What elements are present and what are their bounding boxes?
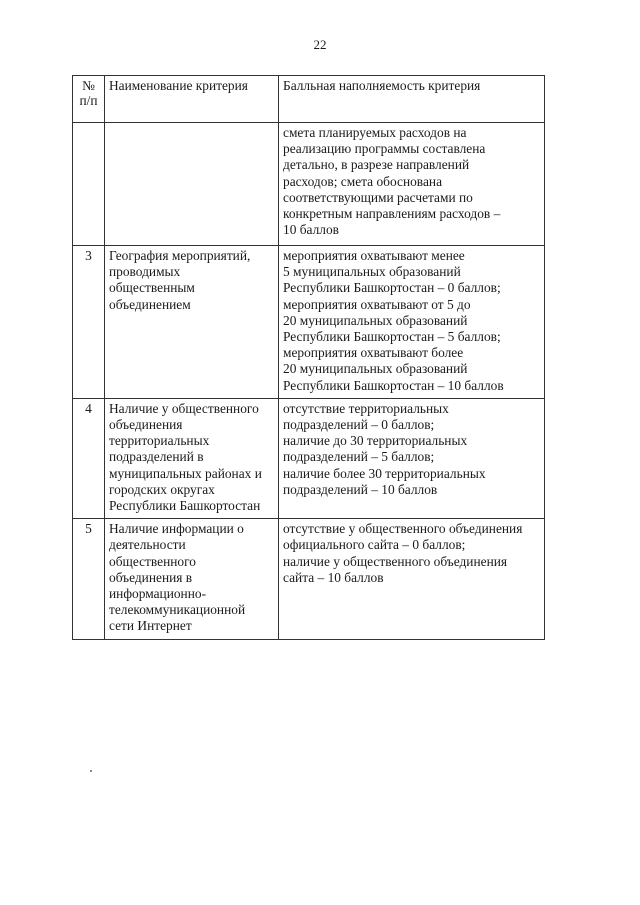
table-row <box>73 398 545 518</box>
criterion-name-cell <box>105 123 279 246</box>
criterion-name-line: сети Интернет <box>109 618 192 634</box>
header-number <box>73 76 105 123</box>
criterion-score-line: Республики Башкортостан – 10 баллов <box>283 377 504 393</box>
criterion-score-cell <box>279 123 545 246</box>
criterion-score-line: наличие у общественного объединения <box>283 553 508 569</box>
criterion-score-line: расходов; смета обоснована <box>283 173 443 189</box>
criterion-score-line: подразделений – 0 баллов; <box>283 417 435 433</box>
criterion-name-line: телекоммуникационной <box>109 602 246 618</box>
criterion-score-line: сайта – 10 баллов <box>283 569 384 585</box>
criterion-score-cell <box>279 519 545 639</box>
scan-dot <box>90 770 92 772</box>
header-number-abbrev: п/п <box>79 93 98 108</box>
header-criterion-score: Балльная наполняемость критерия <box>279 76 545 123</box>
criterion-score-line: 20 муниципальных образований <box>283 312 468 328</box>
criterion-score-line: соответствующими расчетами по <box>283 189 473 205</box>
criterion-name-line: информационно- <box>109 586 207 602</box>
criterion-score-line: смета планируемых расходов на <box>283 125 467 140</box>
criterion-score-line: отсутствие у общественного объединения <box>283 521 523 537</box>
criterion-name-line: городских округах <box>109 481 215 497</box>
criterion-name-line: подразделений в <box>109 449 204 465</box>
criterion-score-line: наличие до 30 территориальных <box>283 433 468 449</box>
criterion-name-line: Наличие информации о <box>109 521 244 537</box>
criterion-score-line: Республики Башкортостан – 0 баллов; <box>283 280 501 296</box>
criterion-score-line: 10 баллов <box>283 222 339 238</box>
criterion-score-line: отсутствие территориальных <box>283 400 449 416</box>
criterion-score-line: мероприятия охватывают менее <box>283 248 465 263</box>
criterion-score-line: мероприятия охватывают от 5 до <box>283 296 471 312</box>
criterion-name-cell <box>105 246 279 399</box>
page-number: 22 <box>313 37 327 52</box>
criteria-table <box>72 75 545 640</box>
criterion-score-cell <box>279 246 545 399</box>
row-number: 3 <box>73 246 105 399</box>
criterion-score-line: наличие более 30 территориальных <box>283 465 486 481</box>
criterion-name-line: объединения в <box>109 569 193 585</box>
criterion-name-line: общественным <box>109 280 195 296</box>
criterion-name-line: Наличие у общественного <box>109 400 259 416</box>
criterion-name-line: География мероприятий, <box>109 248 251 263</box>
table-row <box>73 123 545 246</box>
table-row <box>73 246 545 399</box>
criterion-score-line: мероприятия охватывают более <box>283 345 464 361</box>
row-number <box>73 123 105 246</box>
header-criterion-name: Наименование критерия <box>105 76 279 123</box>
criterion-score-line: подразделений – 10 баллов <box>283 481 438 497</box>
criterion-name-cell <box>105 519 279 639</box>
criterion-name-line: Республики Башкортостан <box>109 498 261 514</box>
criterion-name-line: территориальных <box>109 433 210 449</box>
criterion-score-line: 5 муниципальных образований <box>283 264 461 280</box>
row-number: 4 <box>73 398 105 518</box>
criterion-name-line: муниципальных районах и <box>109 465 262 481</box>
table-row <box>73 519 545 639</box>
criterion-score-line: 20 муниципальных образований <box>283 361 468 377</box>
criterion-name-line: объединения <box>109 417 183 433</box>
criterion-score-line: реализацию программы составлена <box>283 141 486 157</box>
criterion-score-line: Республики Башкортостан – 5 баллов; <box>283 329 501 345</box>
row-number: 5 <box>73 519 105 639</box>
header-number-symbol: № <box>82 78 95 93</box>
criterion-score-line: подразделений – 5 баллов; <box>283 449 435 465</box>
criterion-name-cell <box>105 398 279 518</box>
criterion-score-cell <box>279 398 545 518</box>
criterion-name-line: общественного <box>109 553 196 569</box>
criterion-name-line: проводимых <box>109 264 181 280</box>
criterion-name-line: объединением <box>109 296 191 312</box>
criterion-score-line: детально, в разрезе направлений <box>283 157 470 173</box>
criterion-score-line: конкретным направлениям расходов – <box>283 206 501 222</box>
criterion-name-line: деятельности <box>109 537 186 553</box>
criterion-score-line: официального сайта – 0 баллов; <box>283 537 466 553</box>
table-header-row <box>73 76 545 123</box>
